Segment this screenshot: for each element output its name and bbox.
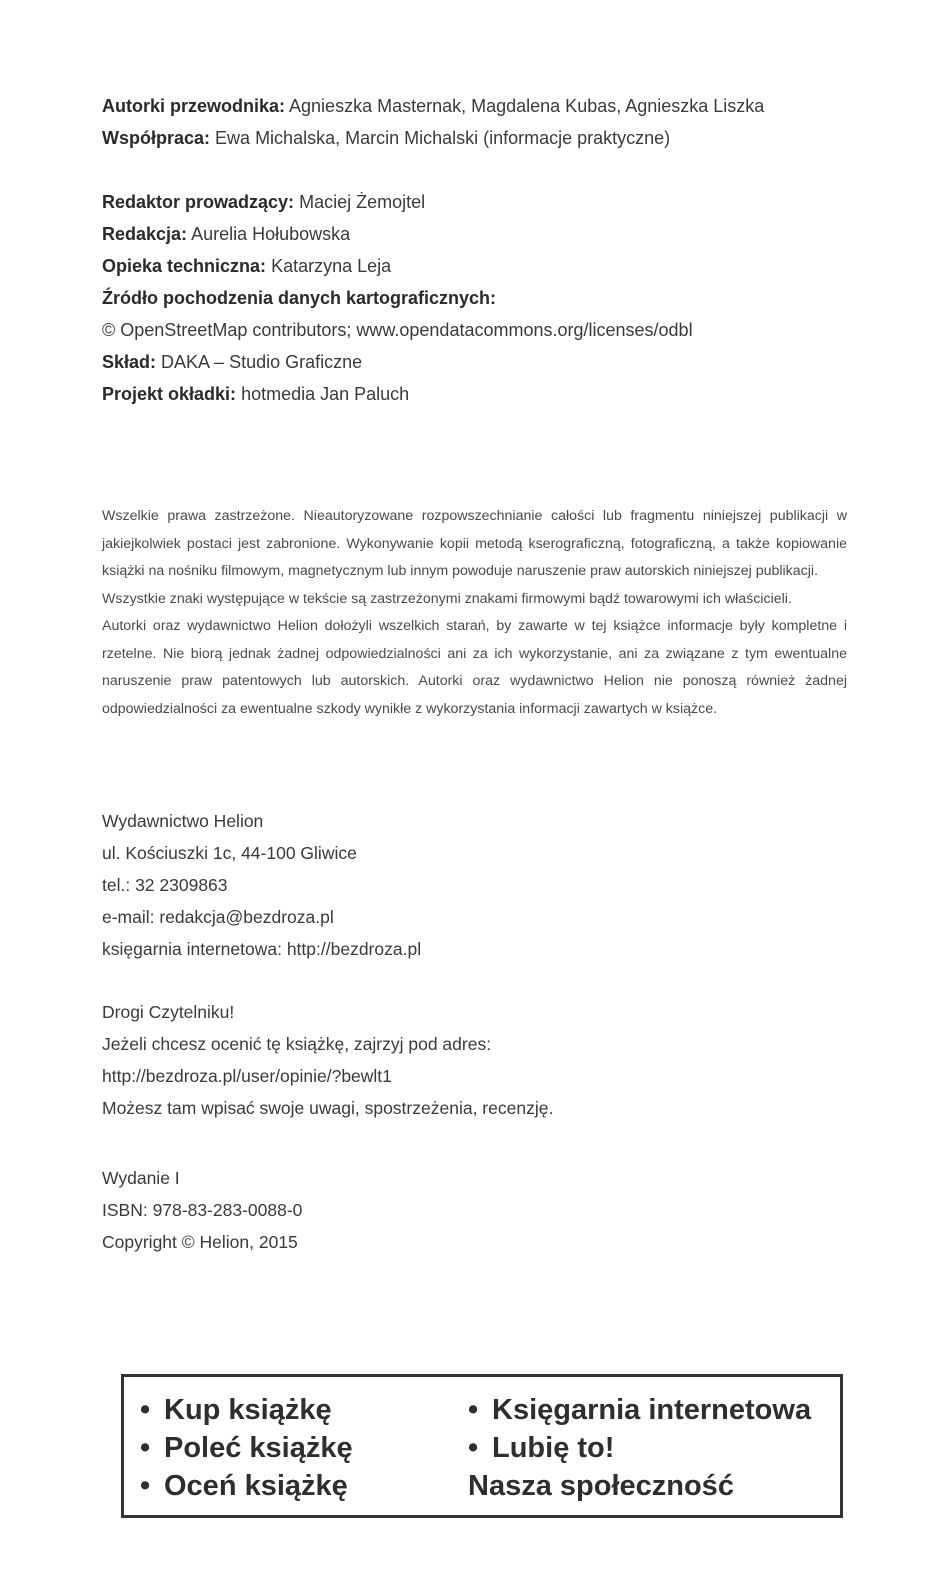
links-column-left bbox=[140, 1391, 353, 1505]
publisher-name: Wydawnictwo Helion bbox=[102, 811, 264, 831]
reader-info bbox=[102, 996, 802, 1124]
buy-book-link[interactable]: • Kup książkę bbox=[140, 1394, 332, 1426]
reader-greeting: Drogi Czytelniku! bbox=[102, 1002, 235, 1022]
credit-line: Projekt okładki: hotmedia Jan Paluch bbox=[102, 384, 410, 404]
trademarks-paragraph: Wszystkie znaki występujące w tekście są zastrzeżonymi znakami firmowymi bądź towarowymi ich właścicieli. bbox=[102, 590, 792, 607]
credits-section bbox=[102, 90, 862, 410]
publisher-address: ul. Kościuszki 1c, 44-100 Gliwice bbox=[102, 843, 357, 863]
publisher-email: e-mail: redakcja@bezdroza.pl bbox=[102, 907, 334, 927]
copyright: Copyright © Helion, 2015 bbox=[102, 1232, 298, 1252]
publisher-shop: księgarnia internetowa: http://bezdroza.pl bbox=[102, 939, 422, 959]
links-box bbox=[121, 1374, 843, 1518]
like-link[interactable]: • Lubię to! bbox=[468, 1432, 615, 1464]
rate-book-link[interactable]: • Oceń książkę bbox=[140, 1470, 348, 1502]
links-column-right bbox=[468, 1391, 811, 1505]
credit-line: Opieka techniczna: Katarzyna Leja bbox=[102, 256, 392, 276]
reader-url: http://bezdroza.pl/user/opinie/?bewlt1 bbox=[102, 1066, 392, 1086]
online-shop-link[interactable]: • Księgarnia internetowa bbox=[468, 1394, 812, 1426]
credit-line: Skład: DAKA – Studio Graficzne bbox=[102, 352, 363, 372]
credit-line: Autorki przewodnika: Agnieszka Masternak, Magdalena Kubas, Agnieszka Liszka bbox=[102, 96, 765, 116]
legal-notice bbox=[102, 503, 847, 723]
credit-line: Źródło pochodzenia danych kartograficznych: bbox=[102, 288, 497, 308]
recommend-book-link[interactable]: • Poleć książkę bbox=[140, 1432, 353, 1464]
reader-note: Możesz tam wpisać swoje uwagi, spostrzeżenia, recenzję. bbox=[102, 1098, 554, 1118]
reader-prompt: Jeżeli chcesz ocenić tę książkę, zajrzyj pod adres: bbox=[102, 1034, 492, 1054]
edition-number: Wydanie I bbox=[102, 1168, 180, 1188]
credit-line: Współpraca: Ewa Michalska, Marcin Michalski (informacje praktyczne) bbox=[102, 128, 671, 148]
publisher-info bbox=[102, 805, 802, 965]
disclaimer-paragraph: Autorki oraz wydawnictwo Helion dołożyli wszelkich starań, by zawarte w tej książce informacje były kompletne i rzetelne. Nie biorą jednak żadnej odpowiedzialności ani za ich wykorzystanie, ani za związane z tym ewentualne naruszenie praw patentowych lub autorskich. Autorki oraz wydawnictwo Helion nie ponoszą również żadnej odpowiedzialności za ewentualne szkody wynikłe z wykorzystania informacji zawartych w książce. bbox=[102, 618, 847, 717]
rights-paragraph: Wszelkie prawa zastrzeżone. Nieautoryzowane rozpowszechnianie całości lub fragmentu niniejszej publikacji w jakiejkolwiek postaci jest zabronione. Wykonywanie kopii metodą kserograficzną, fotograficzną, a także kopiowanie książki na nośniku filmowym, magnetycznym lub innym powoduje naruszenie praw autorskich niniejszej publikacji. bbox=[102, 508, 847, 579]
isbn: ISBN: 978-83-283-0088-0 bbox=[102, 1200, 303, 1220]
credit-line: Redakcja: Aurelia Hołubowska bbox=[102, 224, 351, 244]
credit-line: Redaktor prowadzący: Maciej Żemojtel bbox=[102, 192, 426, 212]
community-link[interactable]: Nasza społeczność bbox=[468, 1470, 734, 1502]
credit-line: © OpenStreetMap contributors; www.opendatacommons.org/licenses/odbl bbox=[102, 320, 693, 340]
edition-info bbox=[102, 1162, 802, 1258]
publisher-phone: tel.: 32 2309863 bbox=[102, 875, 228, 895]
